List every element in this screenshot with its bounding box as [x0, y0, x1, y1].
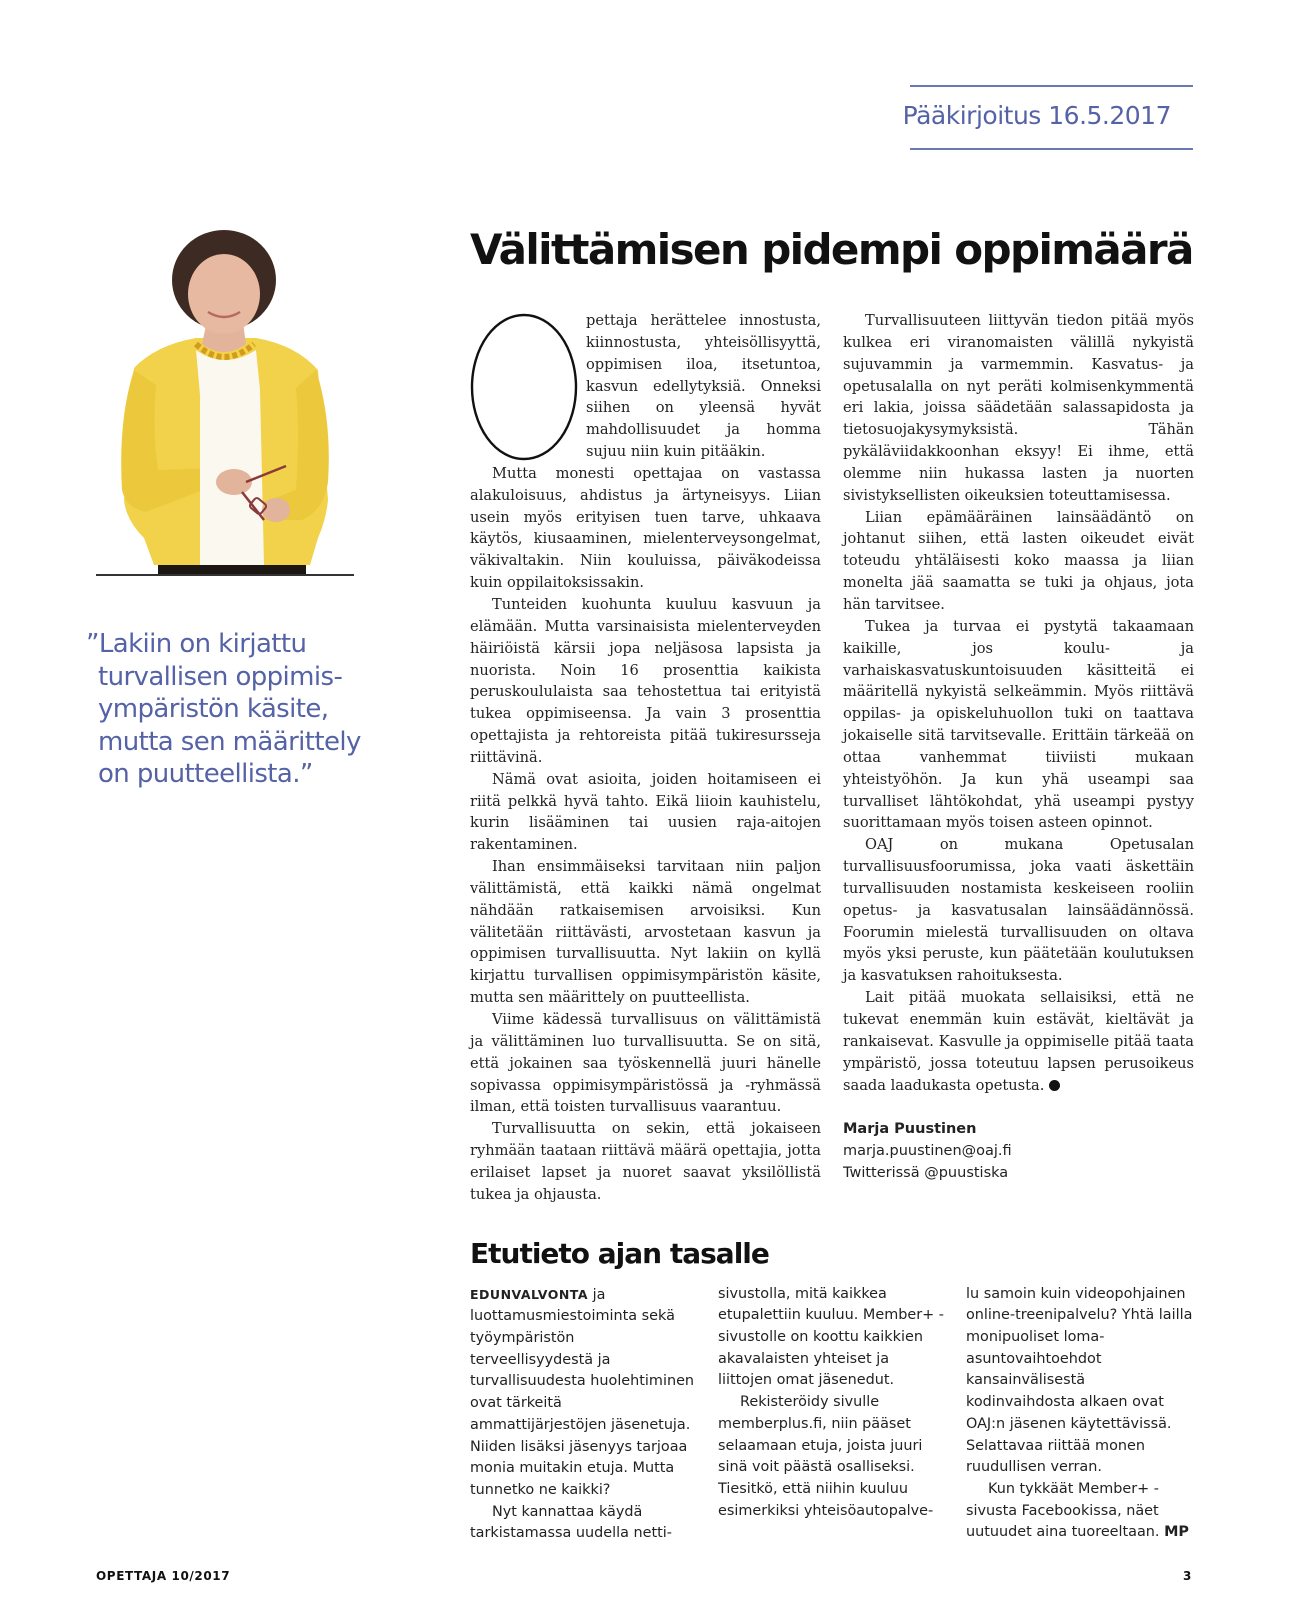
- sidebar-paragraph: Rekisteröidy sivulle memberplus.fi, niin pääset selaamaan etuja, joista juuri sinä voit päästä osalliseksi. Tiesitkö, että niihin kuuluu esimerkiksi yhteisöautopalve-: [718, 1394, 934, 1519]
- sidebar-paragraph: sivustolla, mitä kaikkea etupalettiin kuuluu. Member+ -sivustolle on koottu kaikkien akavalaisten yhteiset ja liittojen omat jäsenedut.: [718, 1285, 944, 1389]
- article-paragraph: Liian epämääräinen lainsäädäntö on johtanut siihen, että lasten oikeudet eivät toteudu yhtäläisesti koko maassa ja liian monelta jää saamatta se tuki ja ohjaus, jota hän tarvitsee.: [843, 508, 1194, 613]
- article-paragraph: OAJ on mukana Opetusalan turvallisuusfoorumissa, joka vaati äskettäin turvallisuuden nostamista keskeiseen rooliin opetus- ja kasvatusalan lainsäädännössä. Foorumin mielestä turvallisuuden on oltava myös yksi peruste, kun päätetään koulutuksen ja kasvatuksen rahoituksesta.: [843, 836, 1194, 985]
- author-name: Marja Puustinen: [843, 1121, 977, 1138]
- article-paragraph: Turvallisuutta on sekin, että jokaiseen ryhmään taataan riittävä määrä opettajia, jotta erilaiset lapset ja nuoret saavat yksilöllistä tukea ja ohjausta.: [470, 1120, 821, 1203]
- article-paragraph: Nämä ovat asioita, joiden hoitamiseen ei riitä pelkkä hyvä tahto. Eikä liioin kauhistelu, kurin lisääminen tai uusien raja-aitojen rakentaminen.: [470, 770, 821, 854]
- sidebar-paragraph: lu samoin kuin videopohjainen online-treenipalvelu? Yhtä lailla monipuoliset loma-asuntovaihtoehdot kansainvälisestä kodinvaihdosta alkaen ovat OAJ:n jäsenen käytettävissä. Selattavaa riittää monen ruudullisen verran.: [966, 1285, 1193, 1476]
- footer-page-number: 3: [1183, 1569, 1192, 1583]
- drop-cap-shape: [472, 315, 576, 459]
- portrait-face: [188, 254, 260, 334]
- article-paragraph: Ihan ensimmäiseksi tarvitaan niin paljon välittämistä, että kaikki nämä ongelmat nähdään ratkaisemisen arvoisiksi. Kun välitetään riittävästi, arvostetaan kasvun ja oppimisen turvallisuutta. Nyt lakiin on kyllä kirjattu turvallisen oppimisympäristön käsite, mutta sen määrittely on puutteellista.: [470, 858, 821, 1007]
- drop-cap: [468, 312, 580, 462]
- sidebar-column-2: [718, 1284, 946, 1523]
- sidebar-column-1: [470, 1284, 698, 1545]
- sidebar-body: [470, 1284, 1195, 1545]
- pull-quote: [86, 628, 426, 791]
- portrait-hand-right: [262, 498, 290, 522]
- author-portrait: [96, 220, 354, 574]
- author-twitter-link[interactable]: Twitterissä @puustiska: [843, 1165, 1009, 1182]
- left-rail: [86, 220, 426, 791]
- article-paragraph: Tukea ja turvaa ei pystytä takaamaan kaikille, jos koulu- ja varhaiskasvatuskuntoisuuden käsitteitä ei määritellä nykyistä selkeämmin. Myös riittävä oppilas- ja opiskeluhuollon tuki on taattava jokaiselle sitä tarvitsevalle. Erittäin tärkeää on ottaa vanhemmat tiiviisti mukaan yhteistyöhön. Ja kun yhä useampi saa turvalliset lähtökohdat, yhä useampi pystyy suorittamaan myös toisen asteen opinnot.: [843, 617, 1194, 832]
- footer-publication: OPETTAJA 10/2017: [96, 1569, 231, 1583]
- article-headline: Välittämisen pidempi oppimäärä: [470, 225, 1193, 274]
- article-paragraph: Tunteiden kuohunta kuuluu kasvuun ja elämään. Mutta varsinaisista mielenterveyden häiriöistä kärsii jopa neljäsosa lapsista ja nuorista. Noin 16 prosenttia kaikista peruskoululaista saa tehostettua tai erityistä tukea oppimiseensa. Ja vain 3 prosenttia opettajista ja rehtoreista pitää tukiresursseja riittävinä.: [470, 595, 821, 766]
- article-body: [470, 310, 1195, 1206]
- article-column-2: [843, 310, 1194, 1184]
- section-label-text: Pääkirjoitus 16.5.2017: [902, 101, 1171, 130]
- sidebar-paragraph: [470, 1284, 698, 1502]
- pull-quote-text: ”Lakiin on kirjattu turvallisen oppimis- ympäristön käsite, mutta sen määrittely on puutteellista.”: [86, 629, 361, 789]
- main-column: [470, 222, 1195, 1545]
- article-paragraph: Turvallisuuteen liittyvän tiedon pitää myös kulkea eri viranomaisten välillä nykyistä sujuvammin ja varmemmin. Kasvatus- ja opetusalalla on nyt peräti kolmisenkymmentä eri lakia, joissa säädetään salassapidosta ja tietosuojakysymyksistä. Tähän pykäläviidakkoonhan eksyy! Ei ihme, että olemme niin hukassa lasten ja nuorten sivistyksellisten oikeuksien toteuttamisessa.: [843, 312, 1194, 504]
- author-email-link[interactable]: marja.puustinen@oaj.fi: [843, 1143, 1012, 1160]
- sidebar-paragraph: [966, 1479, 1194, 1544]
- sidebar-signoff: MP: [1164, 1524, 1189, 1541]
- portrait-rule: [96, 574, 354, 576]
- article-column-1: [470, 310, 821, 1206]
- sidebar-column-3: [966, 1284, 1194, 1544]
- sidebar-headline: Etutieto ajan tasalle: [470, 1236, 769, 1270]
- drop-cap-letter: O: [523, 404, 525, 405]
- article-paragraph: Mutta monesti opettajaa on vastassa alakuloisuus, ahdistus ja ärtyneisyys. Liian usein myös erityisen tuen tarve, uhkaava käytös, kiusaaminen, mielenterveysongelmat, väkivaltakin. Niin kouluissa, päiväkodeissa kuin oppilaitoksissakin.: [470, 464, 821, 592]
- article-paragraph: pettaja herättelee innostusta, kiinnostusta, yhteisöllisyyttä, oppimisen iloa, itsetuntoa, kasvun edellytyksiä. Onneksi siihen on yleensä hyvät mahdollisuudet ja homma sujuu niin kuin pitääkin.: [586, 312, 821, 461]
- sidebar-paragraph-text: Kun tykkäät Member+ -sivusta Facebookissa, näet uutuudet aina tuoreeltaan.: [966, 1480, 1160, 1541]
- sidebar-paragraph: Nyt kannattaa käydä tarkistamassa uudella netti-: [470, 1503, 672, 1542]
- article-paragraph-text: Lait pitää muokata sellaisiksi, että ne tukevat enemmän kuin estävät, kieltävät ja rankaisevat. Kasvulle ja oppimiselle pitää taata ympäristö, jossa toteutuu lapsen perusoikeus saada laadukasta opetusta.: [843, 989, 1194, 1094]
- sidebar-paragraph-text: ja luottamusmiestoiminta sekä työympäristön terveellisyydestä ja turvallisuudesta huolehtiminen ovat tärkeitä ammattijärjestöjen jäsenetuja. Niiden lisäksi jäsenyys tarjoaa monia muitakin etuja. Mutta tunnetko ne kaikki?: [470, 1286, 695, 1498]
- portrait-white-top: [196, 350, 264, 565]
- article-paragraph-last: [843, 987, 1194, 1096]
- article-paragraph: Viime kädessä turvallisuus on välittämistä ja välittäminen luo turvallisuutta. Se on sitä, että jokainen saa työskennellä juuri hänelle sopivassa oppimisympäristössä ja -ryhmässä ilman, että toisten turvallisuus vaarantuu.: [470, 1011, 821, 1116]
- author-signature: [843, 1118, 1194, 1184]
- end-bullet-icon: [1049, 1080, 1060, 1091]
- section-label: [902, 85, 1193, 150]
- sidebar-kicker: EDUNVALVONTA: [470, 1286, 589, 1302]
- sidebar: [470, 1236, 1195, 1545]
